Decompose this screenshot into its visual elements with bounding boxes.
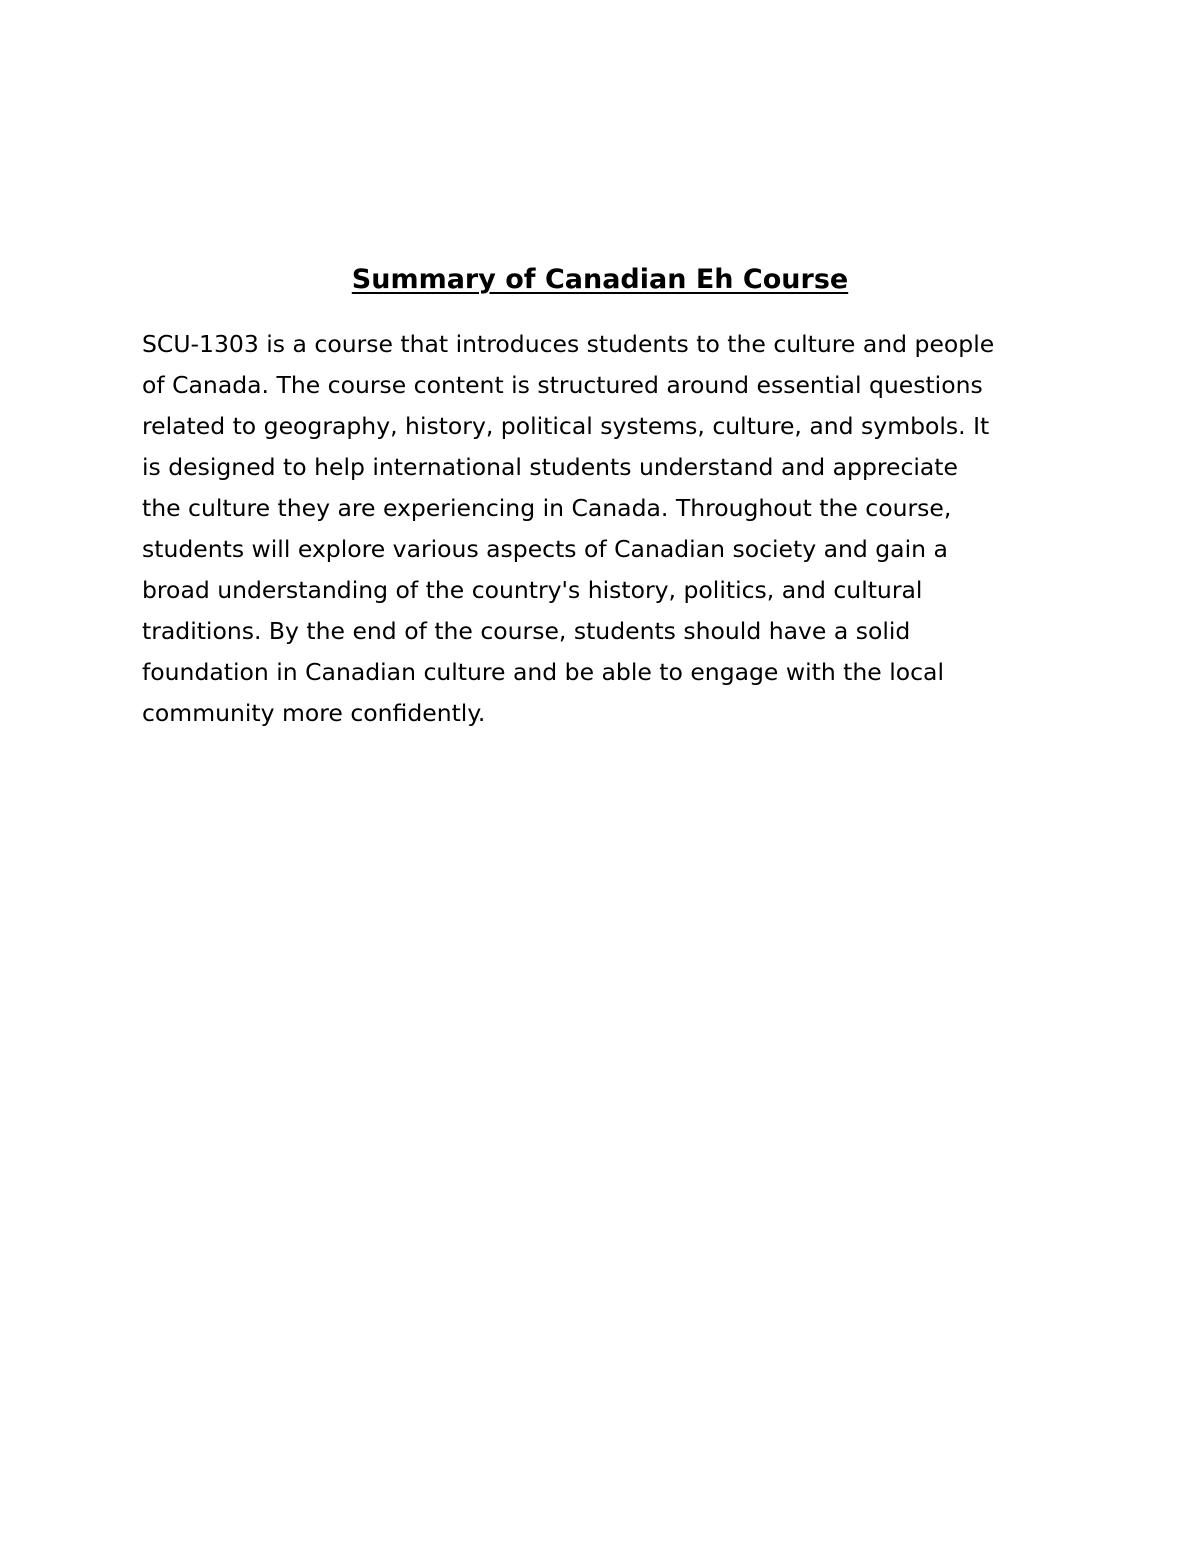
paragraph-line: traditions. By the end of the course, students should have a solid	[142, 617, 911, 645]
paragraph-line: the culture they are experiencing in Canada. Throughout the course,	[142, 494, 952, 522]
summary-paragraph	[142, 324, 1062, 734]
paragraph-line: broad understanding of the country's history, politics, and cultural	[142, 576, 923, 604]
paragraph-line: SCU-1303 is a course that introduces students to the culture and people	[142, 330, 995, 358]
paragraph-line: foundation in Canadian culture and be able to engage with the local	[142, 658, 944, 686]
paragraph-line: community more confidently.	[142, 699, 486, 727]
document-title: Summary of Canadian Eh Course	[351, 264, 849, 295]
paragraph-line: is designed to help international students understand and appreciate	[142, 453, 958, 481]
paragraph-line: students will explore various aspects of Canadian society and gain a	[142, 535, 948, 563]
paragraph-line: related to geography, history, political systems, culture, and symbols. It	[142, 412, 990, 440]
paragraph-line: of Canada. The course content is structured around essential questions	[142, 371, 983, 399]
